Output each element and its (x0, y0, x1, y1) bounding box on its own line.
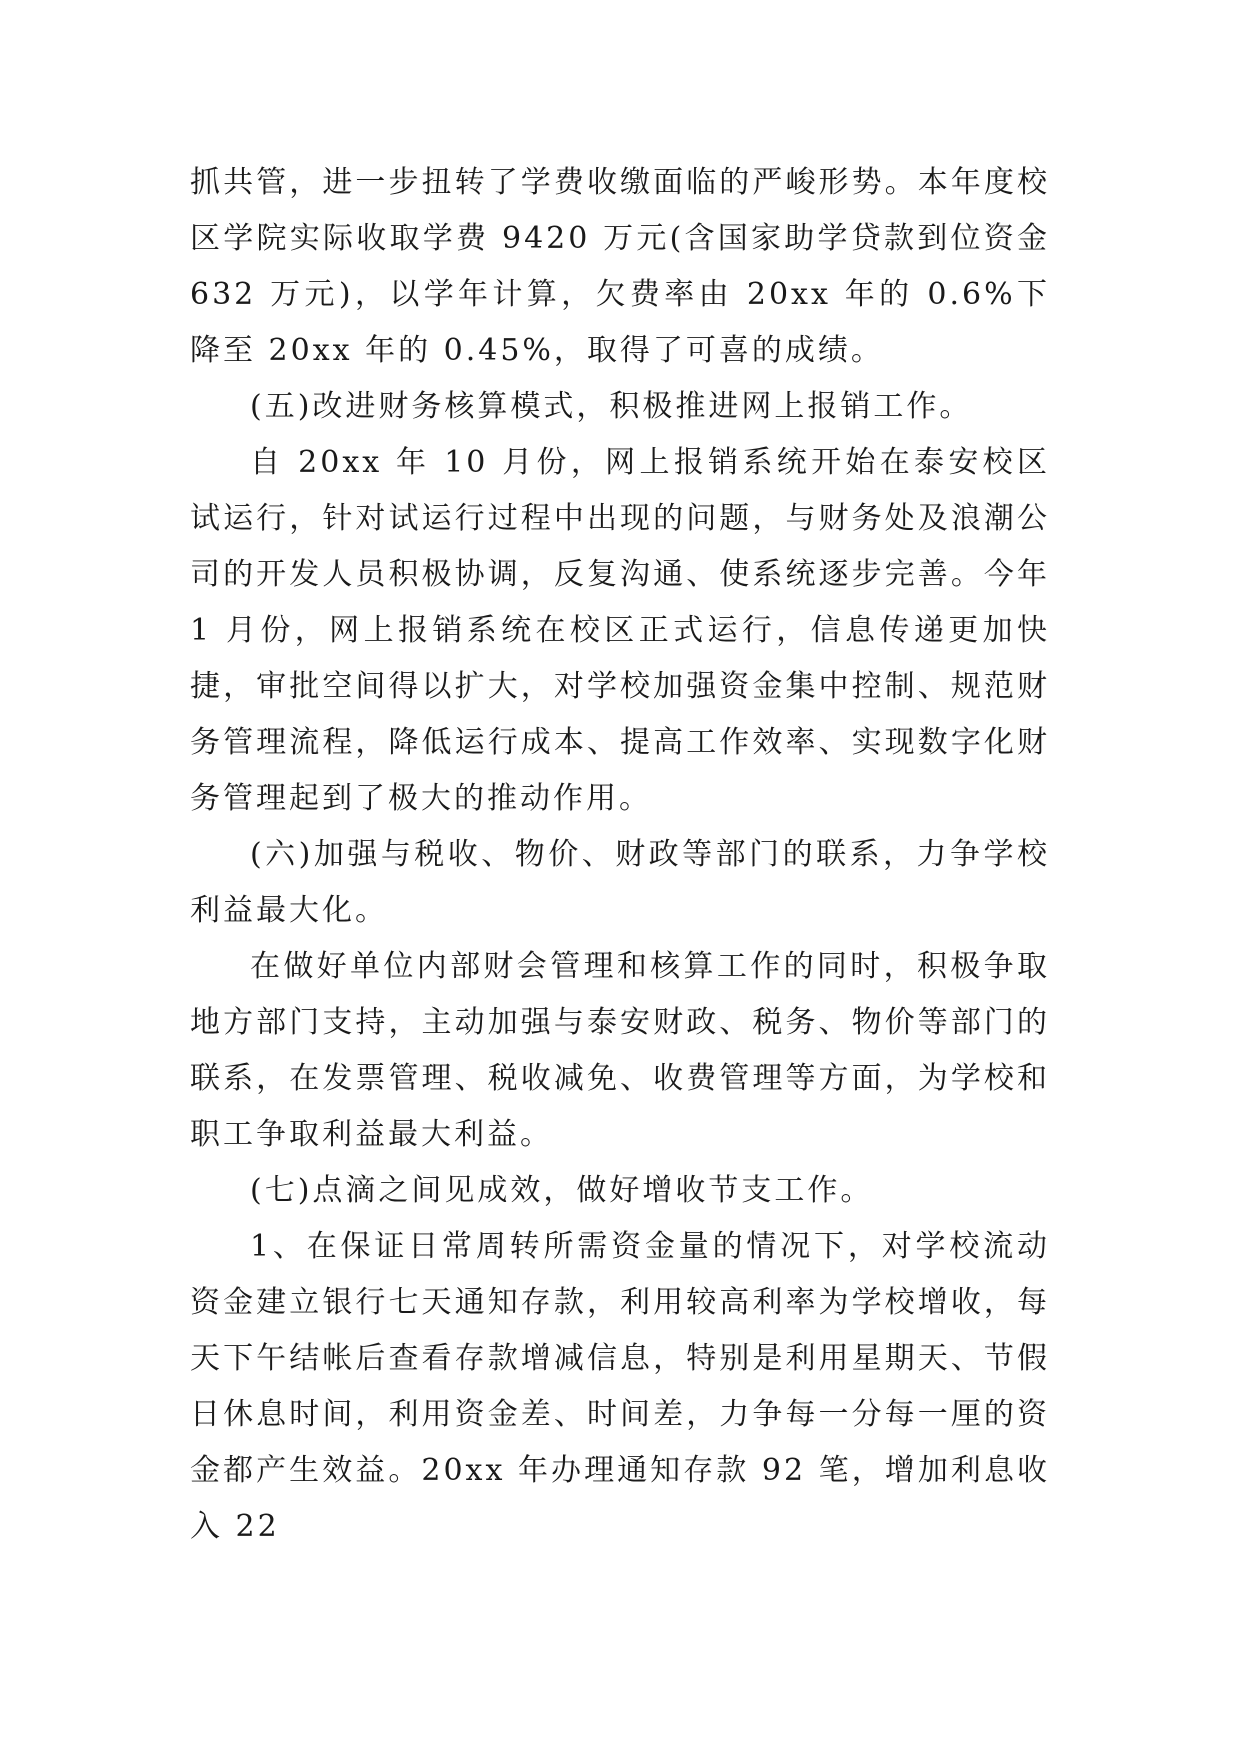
heading-section-7: (七)点滴之间见成效，做好增收节支工作。 (250, 1173, 874, 1208)
paragraph-tuition-continued: 抓共管，进一步扭转了学费收缴面临的严峻形势。本年度校区学院实际收取学费 9420 万元(含国家助学贷款到位资金 632 万元)，以学年计算，欠费率由 20xx 年的 0.6%下降至 20xx 年的 0.45%，取得了可喜的成绩。 (190, 165, 1050, 368)
paragraph-department-liaison: 在做好单位内部财会管理和核算工作的同时，积极争取地方部门支持，主动加强与泰安财政、税务、物价等部门的联系，在发票管理、税收减免、收费管理等方面，为学校和职工争取利益最大利益。 (190, 949, 1050, 1152)
paragraph-notice-deposit: 1、在保证日常周转所需资金量的情况下，对学校流动资金建立银行七天通知存款，利用较高利率为学校增收，每天下午结帐后查看存款增减信息，特别是利用星期天、节假日休息时间，利用资金差、时间差，力争每一分每一厘的资金都产生效益。20xx 年办理通知存款 92 笔，增加利息收入 22 (190, 1229, 1050, 1544)
heading-section-5: (五)改进财务核算模式，积极推进网上报销工作。 (250, 389, 973, 424)
heading-section-6: (六)加强与税收、物价、财政等部门的联系，力争学校利益最大化。 (190, 837, 1050, 928)
paragraph-online-reimbursement: 自 20xx 年 10 月份，网上报销系统开始在泰安校区试运行，针对试运行过程中出现的问题，与财务处及浪潮公司的开发人员积极协调，反复沟通、使系统逐步完善。今年 1 月份，网上报销系统在校区正式运行，信息传递更加快捷，审批空间得以扩大，对学校加强资金集中控制、规范财务管理流程，降低运行成本、提高工作效率、实现数字化财务管理起到了极大的推动作用。 (190, 445, 1050, 816)
document-body (190, 155, 1050, 1555)
